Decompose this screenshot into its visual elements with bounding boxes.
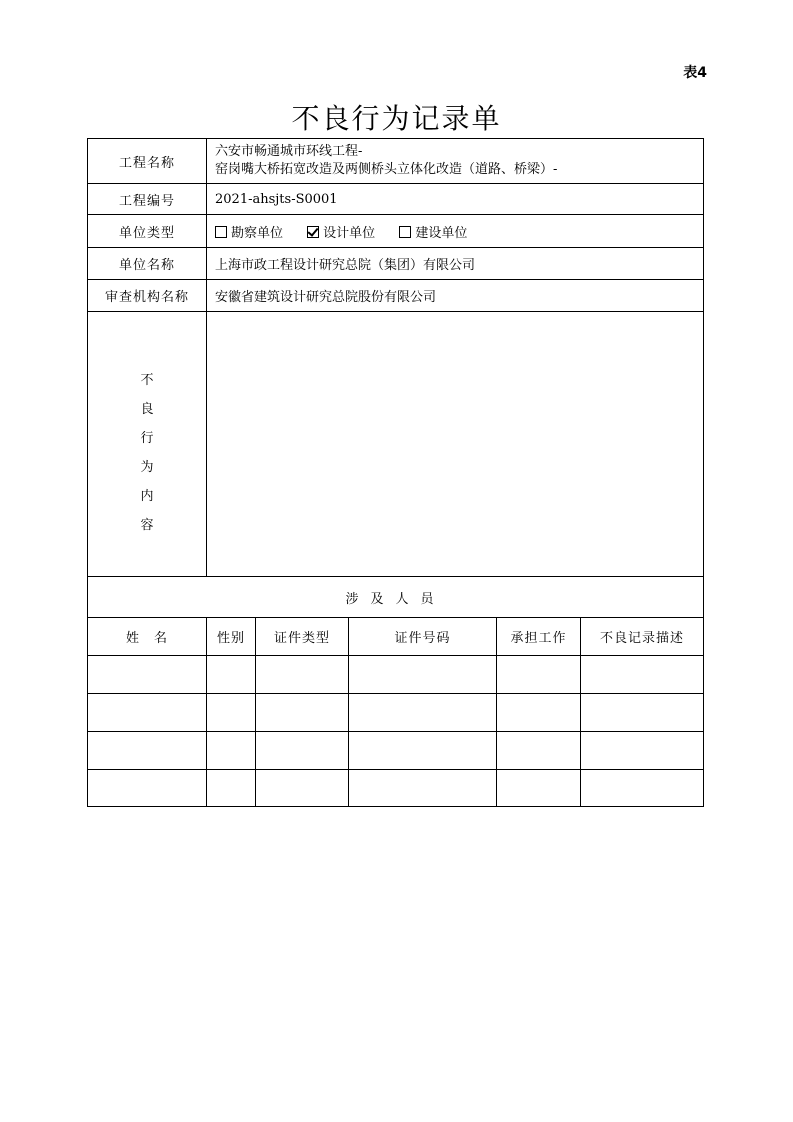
table-cell[interactable] [497,694,581,732]
table-cell[interactable] [256,732,349,770]
survey-unit-checkbox[interactable] [215,226,227,238]
unit-name-label: 单位名称 [88,248,207,280]
column-header-name: 姓 名 [88,618,207,656]
unit-type-label: 单位类型 [88,215,207,248]
project-name-value [207,139,704,184]
project-number-value: 2021-ahsjts-S0001 [207,184,704,215]
table-cell[interactable] [497,732,581,770]
table-cell[interactable] [256,656,349,694]
table-cell[interactable] [581,656,704,694]
table-row [88,732,704,770]
option-design-unit[interactable] [307,222,375,241]
project-name-label: 工程名称 [88,139,207,184]
table-cell[interactable] [581,732,704,770]
column-header-gender: 性别 [207,618,256,656]
table-cell[interactable] [88,694,207,732]
misconduct-content-field[interactable] [207,312,704,577]
review-org-label: 审查机构名称 [88,280,207,312]
column-header-id-type: 证件类型 [256,618,349,656]
review-org-value: 安徽省建筑设计研究总院股份有限公司 [207,280,704,312]
table-cell[interactable] [88,770,207,807]
table-cell[interactable] [581,770,704,807]
table-cell[interactable] [88,732,207,770]
project-number-label: 工程编号 [88,184,207,215]
option-survey-unit[interactable] [215,222,283,241]
unit-name-value: 上海市政工程设计研究总院（集团）有限公司 [207,248,704,280]
column-header-duty: 承担工作 [497,618,581,656]
form-title: 不良行为记录单 [291,102,502,135]
misconduct-label-char: 良 [140,402,154,417]
table-cell[interactable] [581,694,704,732]
table-cell[interactable] [207,694,256,732]
project-name-line1: 六安市畅通城市环线工程- [215,144,363,159]
table-cell[interactable] [349,732,497,770]
unit-type-options [207,215,704,248]
column-header-misconduct-description: 不良记录描述 [581,618,704,656]
column-header-id-number: 证件号码 [349,618,497,656]
misconduct-label-char: 行 [140,431,154,446]
table-number: 表4 [683,65,707,81]
table-cell[interactable] [349,770,497,807]
misconduct-record-table [87,138,704,807]
misconduct-label-char: 容 [140,518,154,533]
construction-unit-checkbox[interactable] [399,226,411,238]
table-cell[interactable] [256,694,349,732]
table-cell[interactable] [88,656,207,694]
personnel-section-title: 涉及人员 [88,577,704,618]
misconduct-label-char: 内 [140,489,154,504]
table-cell[interactable] [207,656,256,694]
table-cell[interactable] [497,770,581,807]
construction-unit-label: 建设单位 [415,225,468,241]
misconduct-label-char: 为 [140,460,154,475]
table-row [88,770,704,807]
misconduct-label-char: 不 [140,373,154,388]
survey-unit-label: 勘察单位 [231,225,284,241]
design-unit-label: 设计单位 [323,225,376,241]
table-row [88,656,704,694]
table-row [88,694,704,732]
table-cell[interactable] [207,770,256,807]
option-construction-unit[interactable] [399,222,467,241]
table-cell[interactable] [349,694,497,732]
table-cell[interactable] [497,656,581,694]
table-cell[interactable] [349,656,497,694]
table-cell[interactable] [207,732,256,770]
project-name-line2: 窑岗嘴大桥拓宽改造及两侧桥头立体化改造（道路、桥梁）- [215,162,558,177]
table-cell[interactable] [256,770,349,807]
misconduct-content-label [88,312,207,577]
design-unit-checkbox[interactable] [307,226,319,238]
